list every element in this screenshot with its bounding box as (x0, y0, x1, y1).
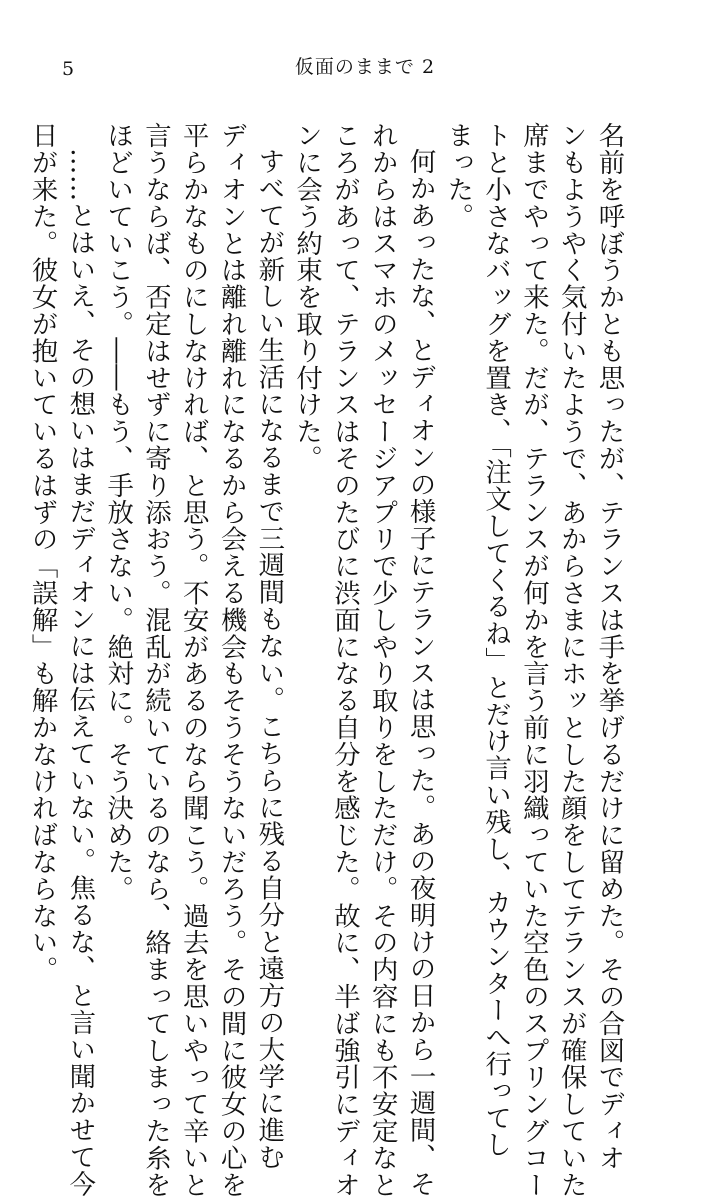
text-line: ンもようやく気付いたようで、あからさまにホッとした顔をしてテランスが確保していた (556, 122, 588, 1198)
text-line: 日が来た。彼女が抱いているはずの「誤解」も解かなければならない。 (27, 122, 59, 983)
text-line: ディオンとは離れ離れになるから会える機会もそうそうないだろう。その間に彼女の心を (216, 122, 248, 1198)
text-line: ころがあって、テランスはそのたびに渋面になる自分を感じた。故に、半ば強引にディオ (329, 122, 361, 1198)
text-line: トと小さなバッグを置き、「注文してくるね」とだけ言い残し、カウンターへ行ってし (480, 122, 512, 1158)
text-line: まった。 (442, 122, 474, 230)
text-line: 平らかなものにしなければ、と思う。不安があるのなら聞こう。過去を思いやって辛いと (178, 122, 210, 1198)
body-text (27, 122, 628, 1198)
text-line: 言うならば、否定はせずに寄り添おう。混乱が続いているのなら、絡まってしまった糸を (140, 122, 172, 1198)
running-header-title: 仮面のままで 2 (294, 56, 436, 78)
page-number: 5 (62, 58, 75, 80)
text-line: すべてが新しい生活になるまで三週間もない。こちらに残る自分と遠方の大学に進む (253, 148, 285, 1171)
text-line: 何かあったな、とディオンの様子にテランスは思った。あの夜明けの日から一週間、そ (405, 148, 437, 1198)
text-line: ……とはいえ、その想いはまだディオンには伝えていない。焦るな、と言い聞かせて今 (64, 148, 96, 1198)
text-line: れからはスマホのメッセージアプリで少しやり取りをしただけ。その内容にも不安定なと (367, 122, 399, 1198)
text-line: ンに会う約束を取り付けた。 (291, 122, 323, 472)
text-line: 席までやって来た。だが、テランスが何かを言う前に羽織っていた空色のスプリングコー (518, 122, 550, 1198)
text-line: 名前を呼ぼうかとも思ったが、テランスは手を挙げるだけに留めた。その合図でディオ (594, 122, 625, 1172)
text-line: ほどいていこう。――もう、手放さない。絶対に。そう決めた。 (102, 122, 134, 903)
